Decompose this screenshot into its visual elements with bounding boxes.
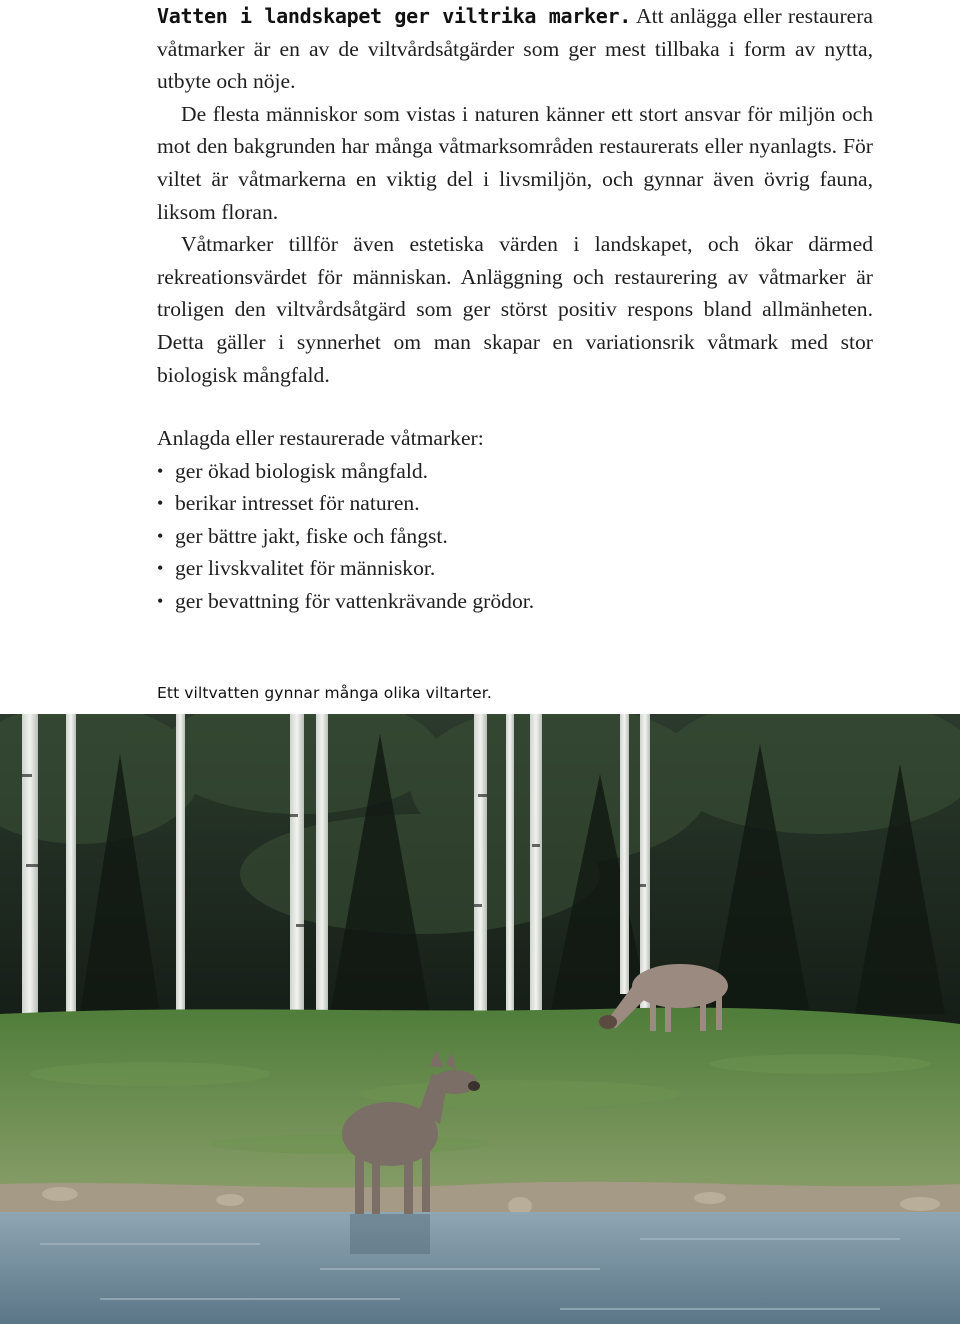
list-item-text: ger livskvalitet för människor. — [175, 556, 436, 581]
bullet-icon: • — [157, 493, 164, 514]
list-item — [157, 520, 873, 553]
reflection — [350, 1214, 430, 1254]
bullet-icon: • — [157, 460, 164, 481]
intro-text: Att anlägga eller restaurera våtmarker är en av de viltvårdsåtgärder som ger mest tillbaka i form av nytta, utbyte och nöje. — [157, 4, 873, 94]
paragraph-aesthetics: Våtmarker tillför även estetiska värden i landskapet, och ökar därmed rekreationsvärdet för människan. Anläggning och restaurering av våtmarker är troligen den viltvårdsåtgärd som ger störst positiv respons bland allmänheten. Detta gäller i synnerhet om man skapar en variationsrik våtmark med stor biologisk mångfald. — [157, 232, 873, 387]
list-item-text: ger ökad biologisk mångfald. — [175, 458, 429, 483]
lead-heading: Vatten i landskapet ger viltrika marker. — [157, 4, 631, 28]
benefits-list — [157, 455, 873, 618]
benefits-title: Anlagda eller restaurerade våtmarker: — [157, 426, 484, 451]
photo-caption: Ett viltvatten gynnar många olika viltarter. — [157, 684, 492, 702]
shoreline — [0, 1182, 960, 1214]
bullet-icon: • — [157, 590, 164, 611]
list-item-text: berikar intresset för naturen. — [175, 491, 420, 516]
list-item — [157, 552, 873, 585]
list-item — [157, 585, 873, 618]
list-item-text: ger bättre jakt, fiske och fångst. — [175, 523, 448, 548]
list-item-text: ger bevattning för vattenkrävande grödor. — [175, 588, 535, 613]
paragraph-intro — [157, 0, 873, 98]
article-text — [157, 0, 873, 617]
bullet-icon: • — [157, 525, 164, 546]
wetland-deer-photo — [0, 714, 960, 1324]
list-item — [157, 487, 873, 520]
paragraph-responsibility: De flesta människor som vistas i naturen känner ett stort ansvar för miljön och mot den bakgrunden har många våtmarksområden restaurerats eller nyanlagts. För viltet är våtmarkerna en viktig del i livsmiljön, och gynnar även övrig fauna, liksom floran. — [157, 101, 873, 224]
list-item — [157, 455, 873, 488]
bullet-icon: • — [157, 558, 164, 579]
